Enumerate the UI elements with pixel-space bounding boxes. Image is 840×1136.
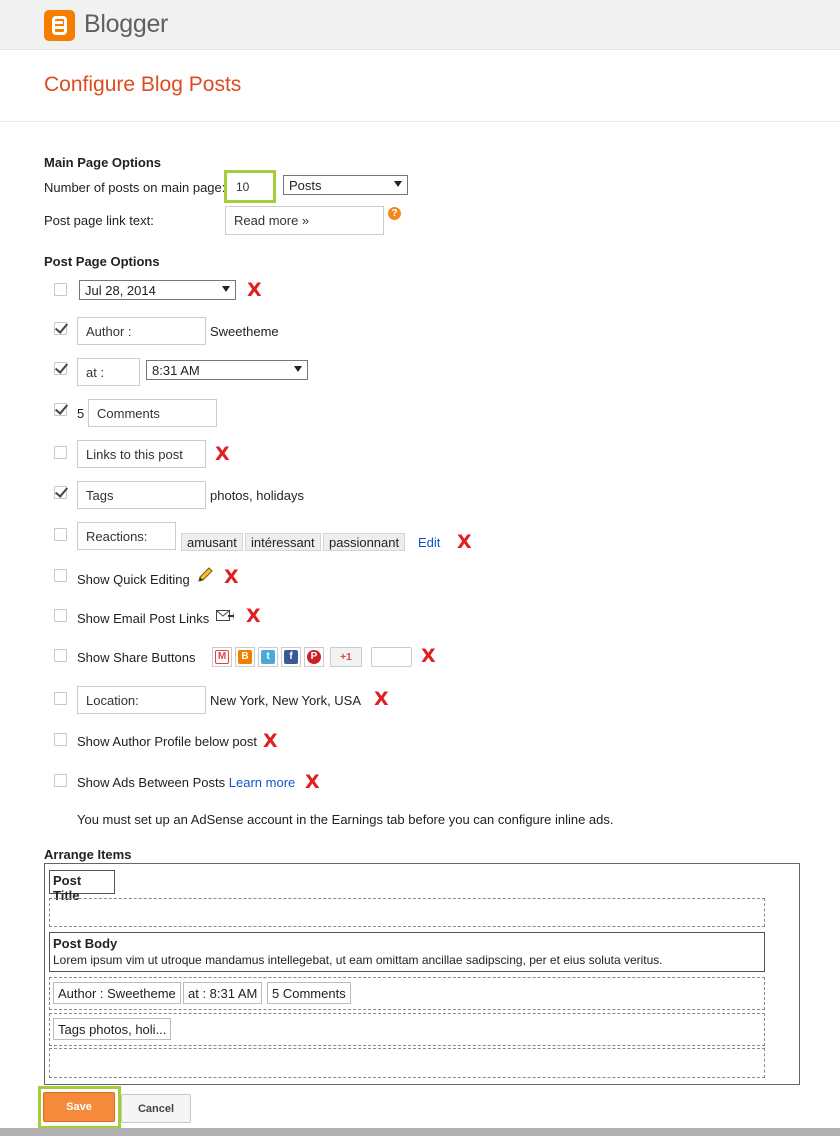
post-body-title: Post Body — [53, 936, 118, 951]
author-profile-label: Show Author Profile below post — [77, 734, 257, 749]
quick-editing-label: Show Quick Editing — [77, 572, 190, 587]
drop-zone[interactable] — [49, 1048, 765, 1078]
date-checkbox[interactable] — [54, 283, 67, 296]
top-bar — [0, 0, 840, 50]
share-buttons-checkbox[interactable] — [54, 649, 67, 662]
date-format-select[interactable] — [79, 280, 236, 300]
num-posts-label: Number of posts on main page: — [44, 180, 226, 195]
quick-editing-checkbox[interactable] — [54, 569, 67, 582]
num-posts-input[interactable]: 10 — [228, 173, 273, 200]
remove-email-links-x[interactable]: X — [246, 605, 261, 627]
logo-text[interactable]: Blogger — [84, 10, 169, 38]
time-format-select-value: 8:31 AM — [152, 362, 200, 378]
google-plus-icon — [330, 647, 362, 667]
drop-zone[interactable] — [49, 898, 765, 927]
adsense-note: You must set up an AdSense account in the Earnings tab before you can configure inline ads. — [77, 812, 614, 827]
ads-between-posts-checkbox[interactable] — [54, 774, 67, 787]
posts-unit-select-value: Posts — [289, 177, 322, 193]
posts-unit-select[interactable] — [283, 175, 408, 195]
header-divider — [0, 121, 840, 122]
reaction-chip: intéressant — [245, 533, 321, 551]
author-item[interactable]: Author : Sweetheme — [53, 982, 181, 1004]
tags-checkbox[interactable] — [54, 486, 67, 499]
pinterest-icon: P — [304, 647, 324, 667]
author-name: Sweetheme — [210, 324, 279, 339]
tags-label-input[interactable]: Tags — [77, 481, 206, 509]
bottom-strip — [0, 1128, 840, 1136]
comments-checkbox[interactable] — [54, 403, 67, 416]
chevron-down-icon — [294, 366, 302, 372]
learn-more-link[interactable]: Learn more — [228, 775, 296, 790]
post-body-text: Lorem ipsum vim ut utroque mandamus intellegebat, ut eam omittam ancillae sadipscing, per et eius soluta veritus. — [53, 953, 663, 967]
remove-share-buttons-x[interactable]: X — [421, 645, 436, 667]
remove-reactions-x[interactable]: X — [457, 531, 472, 553]
time-format-select[interactable] — [146, 360, 308, 380]
reactions-edit-link[interactable]: Edit — [418, 535, 441, 550]
comments-label-input[interactable]: Comments — [88, 399, 217, 427]
remove-date-x[interactable]: X — [247, 279, 262, 301]
drop-zone[interactable] — [49, 1013, 765, 1046]
pencil-icon — [196, 566, 214, 584]
reactions-label-input[interactable]: Reactions: — [77, 522, 176, 550]
backlinks-checkbox[interactable] — [54, 446, 67, 459]
author-profile-checkbox[interactable] — [54, 733, 67, 746]
email-links-label: Show Email Post Links — [77, 611, 210, 626]
facebook-icon: f — [281, 647, 301, 667]
remove-backlinks-x[interactable]: X — [215, 443, 230, 465]
author-label-input[interactable]: Author : — [77, 317, 206, 345]
help-icon[interactable]: ? — [388, 207, 401, 220]
location-label-input[interactable]: Location: — [77, 686, 206, 714]
ads-between-posts-label: Show Ads Between Posts — [77, 775, 226, 790]
post-title-item[interactable]: Post Title — [49, 870, 115, 894]
save-button[interactable]: Save — [43, 1092, 115, 1122]
drop-zone[interactable] — [49, 977, 765, 1010]
post-page-options-heading: Post Page Options — [44, 254, 160, 269]
remove-ads-x[interactable]: X — [305, 771, 320, 793]
main-page-options-heading: Main Page Options — [44, 155, 162, 170]
location-value: New York, New York, USA — [210, 693, 362, 708]
plusone-count-bubble — [371, 647, 412, 667]
twitter-icon: t — [258, 647, 278, 667]
remove-location-x[interactable]: X — [374, 688, 389, 710]
comments-item[interactable]: 5 Comments — [267, 982, 351, 1004]
post-link-text-input[interactable]: Read more » — [225, 206, 384, 235]
blogger-icon: B — [235, 647, 255, 667]
share-buttons-label: Show Share Buttons — [77, 650, 196, 665]
gmail-icon: M — [212, 647, 232, 667]
email-icon — [216, 609, 234, 623]
email-links-checkbox[interactable] — [54, 609, 67, 622]
tags-item[interactable]: Tags photos, holi... — [53, 1018, 171, 1040]
chevron-down-icon — [222, 286, 230, 292]
time-checkbox[interactable] — [54, 362, 67, 375]
arrange-items-heading: Arrange Items — [44, 847, 132, 862]
ads-between-posts-row — [77, 775, 295, 790]
comments-count: 5 — [77, 406, 85, 421]
gplus-label: +1 — [340, 651, 352, 663]
page-title: Configure Blog Posts — [44, 73, 242, 96]
at-label-input[interactable]: at : — [77, 358, 140, 386]
post-body-item[interactable] — [49, 932, 765, 972]
remove-author-profile-x[interactable]: X — [263, 730, 278, 752]
reactions-checkbox[interactable] — [54, 528, 67, 541]
tags-value: photos, holidays — [210, 488, 304, 503]
arrange-items-panel — [44, 863, 800, 1085]
author-checkbox[interactable] — [54, 322, 67, 335]
cancel-button[interactable]: Cancel — [121, 1094, 191, 1123]
num-posts-highlight — [224, 170, 276, 203]
remove-quick-editing-x[interactable]: X — [224, 566, 239, 588]
post-link-label: Post page link text: — [44, 213, 154, 228]
time-item[interactable]: at : 8:31 AM — [183, 982, 262, 1004]
reaction-chip: passionnant — [323, 533, 405, 551]
backlinks-label-input[interactable]: Links to this post — [77, 440, 206, 468]
reaction-chip: amusant — [181, 533, 243, 551]
chevron-down-icon — [394, 181, 402, 187]
blogger-logo-icon[interactable] — [44, 10, 75, 41]
date-format-select-value: Jul 28, 2014 — [85, 282, 156, 298]
location-checkbox[interactable] — [54, 692, 67, 705]
